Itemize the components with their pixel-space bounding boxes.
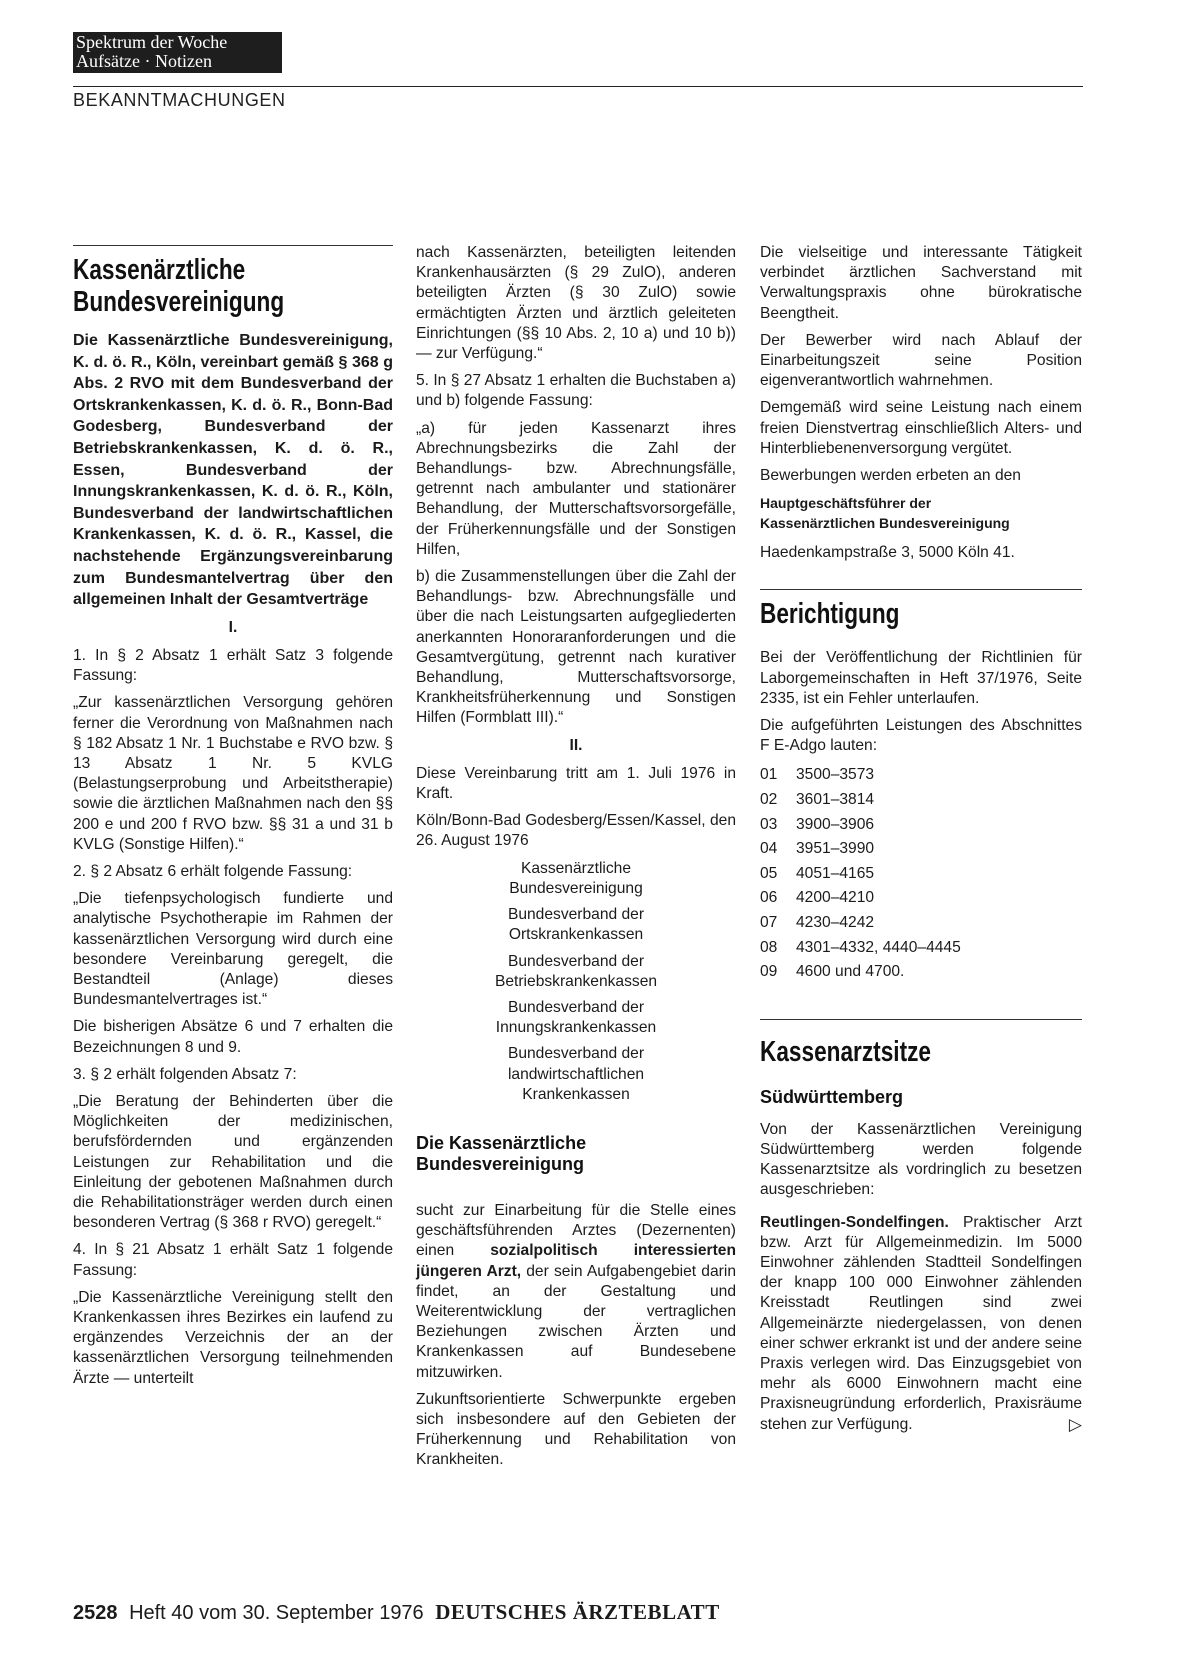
text-run: Praktischer Arzt bzw. Arzt für Allgemeinmedizin. Im 5000 Einwohner zählenden Stadtteil Sondelfingen der knapp 100 000 Einwohner zählenden Kreisstadt Reutlingen sind zwei Allgemeinärzte niedergelassen, von denen einer schwer erkrankt ist und der andere seine Praxis verlegen wird. Das Einzugsgebiet von mehr als 6000 Einwohnern macht eine Praxisneugründung erforderlich, Praxisräume stehen zur Verfügung. (760, 1213, 1082, 1433)
section-rule (760, 589, 1082, 590)
header-rule (73, 86, 1083, 87)
address-street: Haedenkampstraße 3, 5000 Köln 41. (760, 544, 1015, 562)
paragraph: 5. In § 27 Absatz 1 erhalten die Buchstaben a) und b) folgende Fassung: (416, 372, 736, 410)
badge-line-2: Aufsätze · Notizen (76, 51, 212, 71)
roman-numeral-2: II. (569, 736, 583, 754)
paragraph: Zukunftsorientierte Schwerpunkte ergeben sich insbesondere auf den Gebieten der Früherkennung und Rehabilitation von Krankheiten. (416, 1390, 736, 1469)
signatory: Bundesverband der Betriebskrankenkassen (494, 952, 658, 990)
column-rule (73, 245, 393, 246)
list-number: 02 (760, 791, 778, 809)
region-heading: Südwürttemberg (760, 1086, 904, 1107)
paragraph: 3. § 2 erhält folgenden Absatz 7: (73, 1065, 297, 1083)
list-number: 05 (760, 864, 778, 882)
list-item (760, 911, 1082, 936)
paragraph: 1. In § 2 Absatz 1 erhält Satz 3 folgende Fassung: (73, 646, 393, 685)
list-value: 4200–4210 (796, 889, 875, 907)
signatory: Kassenärztliche Bundesvereinigung (509, 859, 643, 897)
list-value: 3951–3990 (796, 840, 875, 858)
list-number: 06 (760, 889, 778, 907)
list-value: 4051–4165 (796, 864, 875, 882)
paragraph: Köln/Bonn-Bad Godesberg/Essen/Kassel, den 26. August 1976 (416, 812, 736, 850)
list-item (760, 960, 1082, 985)
paragraph: Diese Vereinbarung tritt am 1. Juli 1976 in Kraft. (416, 764, 736, 803)
paragraph: Bei der Veröffentlichung der Richtlinien für Laborgemeinschaften in Heft 37/1976, Seite 2335, ist ein Fehler unterlaufen. (760, 649, 1082, 707)
signatory: Bundesverband der Innungskrankenkassen (495, 998, 657, 1037)
paragraph: „Die tiefenpsychologisch fundierte und analytische Psychotherapie im Rahmen der kassenärztlichen Versorgung wird durch eine besondere Vereinbarung geregelt, die Bestandteil (Anlage) dieses Bundesmantelvertrages ist.“ (73, 890, 393, 1009)
section-rule (760, 1019, 1082, 1020)
article-title: Kassenärztliche Bundesvereinigung (73, 254, 285, 318)
list-number: 01 (760, 766, 778, 784)
paragraph: „a) für jeden Kassenarzt ihres Abrechnungsbezirks die Zahl der Behandlungs- bzw. Abrechnungsfälle, getrennt nach ambulanter und stationärer Behandlung, der Mutterschaftsvorsorgefälle, der Früherkennungsfälle und der Sonstigen Hilfen, (416, 419, 736, 558)
lead-paragraph: Die Kassenärztliche Bundesvereinigung, K. d. ö. R., Köln, vereinbart gemäß § 368 g Abs. 2 RVO mit dem Bundesverband der Ortskrankenkassen, K. d. ö. R., Bonn-Bad Godesberg, Bundesverband der Betriebskrankenkassen, K. d. ö. R., Essen, Bundesverband der Innungskrankenkassen, K. d. ö. R., Köln, Bundesverband der landwirtschaftlichen Krankenkassen, K. d. ö. R., Kassel, die nachstehende Ergänzungsvereinbarung zum Bundesmantelvertrag über den allgemeinen Inhalt der Gesamtverträge (73, 332, 393, 609)
issue-info: Heft 40 vom 30. September 1976 (129, 1602, 424, 1624)
paragraph: Demgemäß wird seine Leistung nach einem freien Dienstvertrag einschließlich Alters- und Hinterbliebenenversorgung vergütet. (760, 399, 1082, 457)
journal-name: DEUTSCHES ÄRZTEBLATT (435, 1600, 720, 1624)
list-value: 3900–3906 (796, 815, 875, 833)
column-2 (416, 243, 736, 1478)
section-label: BEKANNTMACHUNGEN (73, 90, 286, 110)
number-list (760, 763, 1082, 984)
paragraph: Die aufgeführten Leistungen des Abschnittes F E-Adgo lauten: (760, 717, 1082, 755)
listing-place: Reutlingen-Sondelfingen. (760, 1213, 949, 1231)
list-value: 3500–3573 (796, 766, 875, 784)
paragraph: „Die Beratung der Behinderten über die Möglichkeiten der medizinischen, berufsfördernden und ergänzenden Leistungen zur Rehabilitation und die Einleitung der gebotenen Maßnahmen durch die Rehabilitationsträger werden durch einen besonderen Vertrag (§ 368 r RVO) geregelt.“ (73, 1092, 393, 1232)
paragraph: Die vielseitige und interessante Tätigkeit verbindet ärztlichen Sachverstand mit Verwaltungspraxis ohne bürokratische Beengtheit. (760, 244, 1082, 322)
paragraph: nach Kassenärzten, beteiligten leitenden Krankenhausärzten (§ 29 ZulO), anderen beteiligten Ärzten (§ 30 ZulO) sowie ermächtigten Ärzten und ärztlich geleiteten Einrichtungen (§§ 10 Abs. 2, 10 a) und 10 b)) — zur Verfügung.“ (416, 244, 736, 363)
signatory: Bundesverband der Ortskrankenkassen (507, 906, 645, 944)
list-number: 04 (760, 840, 778, 858)
list-number: 07 (760, 914, 778, 932)
section-badge (73, 32, 282, 73)
list-item (760, 936, 1082, 961)
list-number: 03 (760, 815, 778, 833)
job-ad-paragraph (416, 1201, 736, 1383)
list-item (760, 813, 1082, 838)
signatory: Bundesverband der landwirtschaftlichen Krankenkassen (507, 1045, 645, 1103)
paragraph: „Die Kassenärztliche Vereinigung stellt den Krankenkassen ihres Bezirkes ein laufend zu ergänzendes Verzeichnis der an der kassenärztlichen Versorgung teilnehmenden Ärzte — unterteilt (73, 1288, 393, 1387)
list-item (760, 886, 1082, 911)
list-item (760, 862, 1082, 887)
paragraph: b) die Zusammenstellungen über die Zahl der Behandlungs- bzw. Abrechnungsfälle und über die nach Leistungsarten aufgegliederten anerkannten Honoraranforderungen und die Gesamtvergütung, getrennt nach kurativer Behandlung, Mutterschaftsvorsorge, Krankheitsfrüherkennung und Sonstigen Hilfen (Formblatt III).“ (416, 568, 736, 727)
address-line: Kassenärztlichen Bundesvereinigung (760, 515, 1010, 532)
list-value: 3601–3814 (796, 791, 875, 809)
emphasis: sozialpolitisch interessierten jüngeren Arzt, (416, 1242, 736, 1280)
list-number: 09 (760, 963, 778, 981)
column-3 (760, 243, 1082, 1442)
list-item (760, 788, 1082, 813)
paragraph: 4. In § 21 Absatz 1 erhält Satz 1 folgende Fassung: (73, 1241, 393, 1279)
page-footer (73, 1600, 720, 1625)
roman-numeral-1: I. (228, 618, 238, 636)
paragraph: Der Bewerber wird nach Ablauf der Einarbeitungszeit seine Position eigenverantwortlich wahrnehmen. (760, 331, 1082, 390)
paragraph: Die bisherigen Absätze 6 und 7 erhalten die Bezeichnungen 8 und 9. (73, 1018, 393, 1056)
page-number: 2528 (73, 1602, 118, 1624)
continue-arrow-icon: ▷ (1068, 1414, 1082, 1434)
list-item (760, 763, 1082, 788)
text-run: sucht zur Einarbeitung für die Stelle eines geschäftsführenden Arztes (Dezernenten) einen (416, 1201, 736, 1260)
list-value: 4301–4332, 4440–4445 (796, 938, 961, 956)
paragraph: 2. § 2 Absatz 6 erhält folgende Fassung: (73, 862, 353, 880)
job-ad-heading: Die Kassenärztliche Bundesvereinigung (416, 1132, 587, 1174)
list-value: 4230–4242 (796, 914, 875, 932)
column-1 (73, 245, 393, 1396)
kassenarztsitze-title: Kassenarztsitze (760, 1035, 931, 1068)
paragraph: Von der Kassenärztlichen Vereinigung Südwürttemberg werden folgende Kassenarztsitze als vordringlich zu besetzen ausgeschrieben: (760, 1120, 1082, 1199)
list-item (760, 837, 1082, 862)
address-line: Hauptgeschäftsführer der (760, 495, 932, 512)
badge-line-1: Spektrum der Woche (76, 32, 228, 52)
paragraph: „Zur kassenärztlichen Versorgung gehören ferner die Verordnung von Maßnahmen nach § 182 Absatz 1 Nr. 1 Buchstabe e RVO bzw. § 13 Absatz 1 Nr. 5 KVLG (Belastungserprobung und Arbeitstherapie) sowie die ärztlichen Maßnahmen nach den §§ 200 e und 200 f RVO bzw. §§ 31 a und 31 b KVLG (Sonstige Hilfen).“ (73, 694, 393, 853)
list-value: 4600 und 4700. (796, 963, 905, 981)
listing-paragraph (760, 1213, 1082, 1435)
text-run: der sein Aufgabengebiet darin findet, an der Gestaltung und Weiterentwicklung der vertraglichen Beziehungen zwischen Ärzten und Krankenkassen auf Bundesebene mitzuwirken. (416, 1262, 736, 1381)
correction-title: Berichtigung (760, 598, 900, 631)
list-number: 08 (760, 938, 778, 956)
address-recipient (760, 493, 1082, 533)
paragraph: Bewerbungen werden erbeten an den (760, 467, 1021, 485)
